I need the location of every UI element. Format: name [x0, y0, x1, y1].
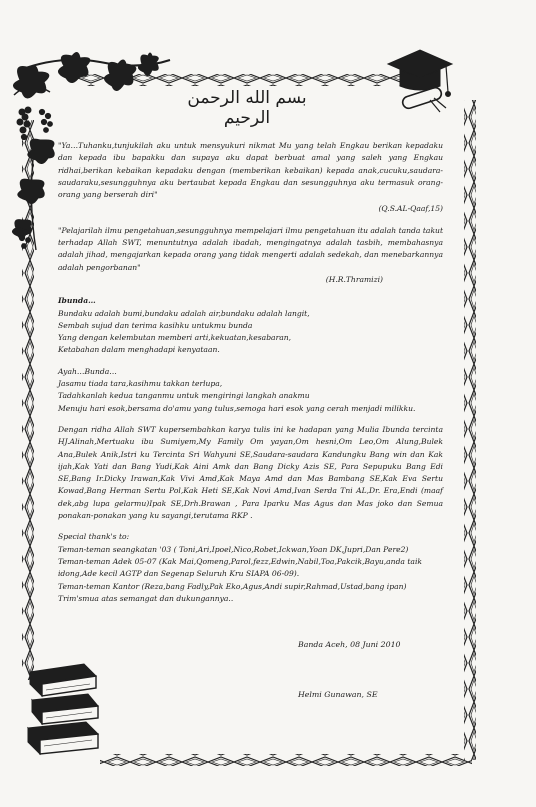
right-chain — [464, 100, 476, 760]
document-body — [58, 140, 443, 605]
thanks-line: Teman-teman Kantor (Reza,bang Fadly,Pak Eko,Agus,Andi supir,Rahmad,Ustad,bang ipan) — [58, 581, 407, 591]
ibunda-line: Ketabahan dalam menghadapi kenyataan. — [58, 345, 220, 355]
signer-name: Helmi Gunawan, SE — [298, 690, 378, 699]
quote-quran: "Ya…Tuhanku,tunjukilah aku untuk mensyukuri nikmat Mu yang telah Engkau berikan kepadaku dan kepada ibu bapakku dan supaya aku dapat berbuat amal yang saleh yang Engkau ridhai,berikan kebaikan kepadaku dengan (memberikan kebaikan) kepada anak,cucuku,saudara-saudaraku,sesungguhnya aku bertaubat kepada Engkau dan sesungguhnya aku termasuk orang-orang yang berserah diri" — [58, 141, 443, 200]
ibunda-line: Sembah sujud dan terima kasihku untukmu bunda — [58, 320, 253, 330]
quote-hadith: "Pelajarilah ilmu pengetahuan,sesungguhnya mempelajari ilmu pengetahuan itu adalah tanda takut terhadap Allah SWT, menuntutnya adalah ibadah, mengingatnya adalah tasbih, membahasnya adalah jihad, mengajarkan kepada orang yang tidak mengerti adalah sedekah, dan menebarkannya adalah pengorbanan" — [58, 225, 443, 272]
quote-hadith-ref: (H.R.Thramizi) — [325, 274, 383, 284]
thanks-line: Teman-teman seangkatan '03 ( Toni,Ari,Ipoel,Nico,Robet,Ickwan,Yoan DK,Jupri,Dan Pere2) — [58, 544, 409, 554]
thanks-heading: Special thank's to: — [58, 532, 130, 542]
ayah-line: Jasamu tiada tara,kasihmu takkan terlupa, — [58, 379, 223, 389]
ayah-line: Tadahkanlah kedua tanganmu untuk mengiringi langkah anakmu — [58, 391, 310, 401]
ayah-heading: Ayah…Bunda… — [58, 366, 117, 376]
ibunda-line: Bundaku adalah bumi,bundaku adalah air,bundaku adalah langit, — [58, 308, 310, 318]
bottom-chain — [100, 754, 472, 766]
thanks-line: Teman-teman Adek 05-07 (Kak Mai,Qomeng,Parol,fezz,Edwin,Nabil,Toa,Pakcik,Bayu,anda taik idong,Ade kecil AGTP dan Segenap Seluruh Kru SIAPA 06-09). — [58, 556, 422, 579]
thanks-line: Trim'smua atas semangat dan dukungannya.. — [58, 593, 234, 603]
quote-quran-ref: (Q.S.AL-Qaaf,15) — [378, 204, 443, 214]
ayah-line: Menuju hari esok,bersama do'amu yang tulus,semoga hari esok yang cerah menjadi milikku. — [58, 403, 416, 413]
place-date: Banda Aceh, 08 Juni 2010 — [298, 640, 401, 649]
bismillah-calligraphy: بسم الله الرحمن الرحيم — [187, 88, 307, 128]
dedication-paragraph: Dengan ridha Allah SWT kupersembahkan karya tulis ini ke hadapan yang Mulia Ibunda tercinta HJ.Alinah,Mertuaku ibu Sumiyem,My Family Om yayan,Om hesni,Om Leo,Om Alung,Bulek Ana,Bulek Anik,Istri ku Tercinta Sri Wahyuni SE,Saudara-saudara Kandungku Bang win dan Kak ijah,Kak Yati dan Bang Yudi,Kak Aini Amk dan Bang Dicky Azis SE, Para Sepupuku Bang Edi SE,Bang Ir.Dicky Irawan,Kak Vivi Amd,Kak Maya Amd dan Mas Bambang SE,Kak Eva Sertu Kowad,Bang Herman Sertu Pol,Kak Heti SE,Kak Novi Amd,Ivan Serda Tni AL,Dr. Era,Endi (maaf dek,abg lupa gelarmu)Ipak SE,Drh.Brawan , Para Iparku Mas Agus dan Mas joko dan Semua ponakan-ponakan yang ku sayangi,terutama RKP . — [58, 424, 443, 521]
books-icon — [28, 664, 98, 754]
ibunda-heading: Ibunda… — [58, 296, 96, 306]
ibunda-line: Yang dengan kelembutan memberi arti,kekuatan,kesabaran, — [58, 333, 292, 343]
